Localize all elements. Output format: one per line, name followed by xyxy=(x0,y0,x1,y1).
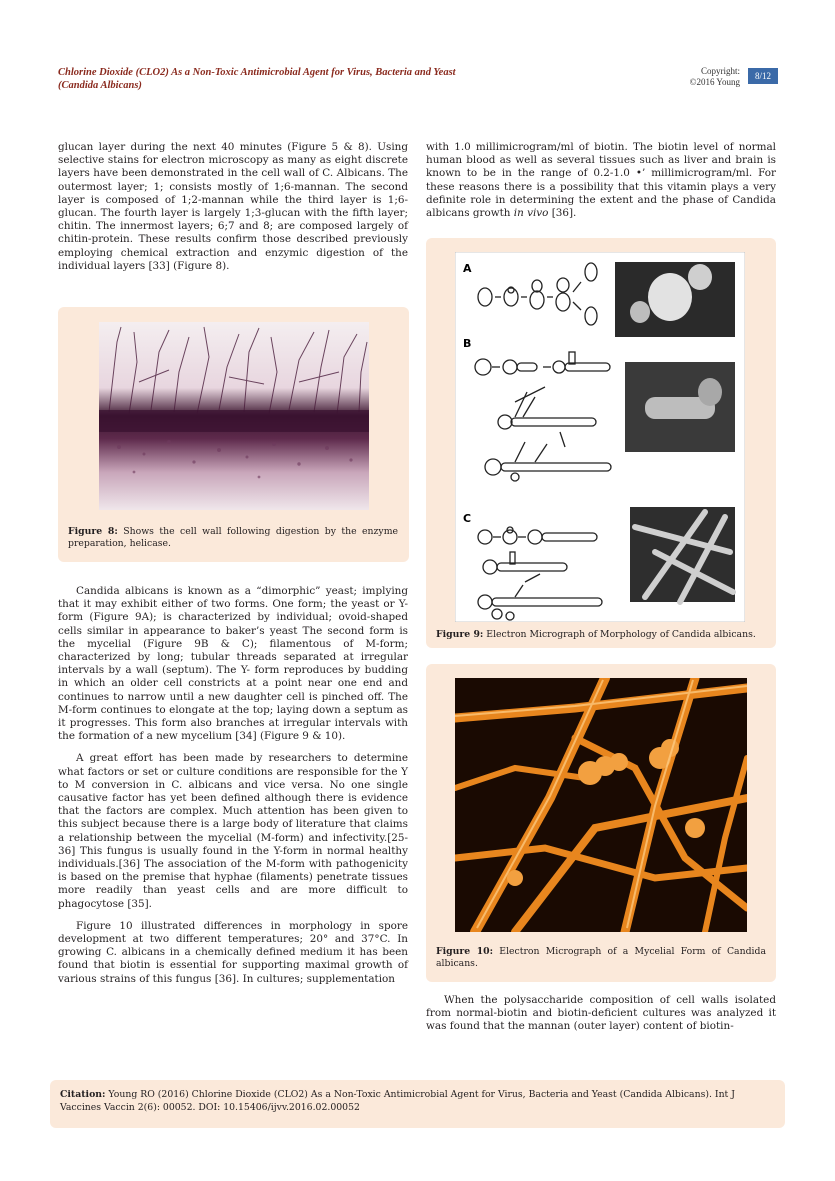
paragraph: Figure 10 illustrated differences in morphology in spore development at two different temperatures; 20° and 37°C. In growing C. albicans in a chemically defined medium it has been found that biotin is essential for supporting maximal growth of various strains of this fungus [36]. In cultures; supplementation xyxy=(58,919,408,985)
cell-wall-band xyxy=(99,410,369,432)
paragraph: A great effort has been made by researchers to determine what factors or set or culture conditions are responsible for the Y to M conversion in C. albicans and vice versa. No one single causative factor has yet been defined although there is evidence that the factors are complex. Much attention has been given to this subject because there is a large body of literature that claims a relationship between the mycelial (M-form) and infectivity.[25-36] This fungus is usually found in the Y-form in normal healthy individuals.[36] The association of the M-form with pathogenicity is based on the premise that hyphae (filaments) penetrate tissues more readily than yeast cells and are more difficult to phagocytose [35]. xyxy=(58,752,408,910)
figure-8-micrograph xyxy=(99,322,369,510)
figure-9-caption xyxy=(436,629,766,641)
italic-term: in vivo xyxy=(513,207,549,220)
panel-b-label: B xyxy=(463,337,472,350)
figure-9-diagram xyxy=(455,252,745,622)
page-header xyxy=(58,60,778,100)
figure-10-caption xyxy=(436,946,766,970)
hypha-image xyxy=(698,378,722,406)
left-column-bottom xyxy=(58,585,408,995)
citation-box xyxy=(50,1080,785,1128)
citation-label: Citation: xyxy=(60,1089,106,1100)
figure-9-box xyxy=(426,238,776,648)
citation-text: Young RO (2016) Chlorine Dioxide (CLO2) As a Non-Toxic Antimicrobial Agent for Virus, Bacteria and Yeast (Candida Albicans). Int J Vaccines Vaccin 2(6): 00052. DOI: 10.15406/ijvv.2016.02.00052 xyxy=(60,1089,735,1113)
figure-8-caption xyxy=(68,526,398,550)
page-number-badge: 8/12 xyxy=(748,68,778,84)
figure-9-caption-text: Electron Micrograph of Morphology of Candida albicans. xyxy=(483,629,756,640)
figure-10-label: Figure 10: xyxy=(436,946,494,957)
copyright-label: Copyright: xyxy=(700,66,740,76)
right-column-bottom xyxy=(426,994,776,1043)
panel-c-label: C xyxy=(463,512,472,525)
paragraph-text: with 1.0 millimicrogram/ml of biotin. The biotin level of normal human blood as well as several tissues such as liver and brain is known to be in the range of 0.2-1.0 •’ millimicrogram/ml. For these reasons there is a possibility that this vitamin plays a very definite role in determining the extent and the phase of Candida albicans growth xyxy=(426,141,776,220)
running-title xyxy=(58,66,538,92)
left-column-top xyxy=(58,141,408,282)
figure-8-box xyxy=(58,307,409,562)
running-title-line1: Chlorine Dioxide (CLO2) As a Non-Toxic Antimicrobial Agent for Virus, Bacteria and Yeast xyxy=(58,67,456,78)
paragraph-text-end: [36]. xyxy=(548,207,577,220)
copyright-year: ©2016 Young xyxy=(689,77,740,87)
figure-8-label: Figure 8: xyxy=(68,526,118,537)
running-title-line2: (Candida Albicans) xyxy=(58,80,142,91)
yeast-cell-image xyxy=(648,273,692,321)
paragraph: Candida albicans is known as a “dimorphic” yeast; implying that it may exhibit either of two forms. One form; the yeast or Y-form (Figure 9A); is characterized by individual; ovoid-shaped cells similar in appearance to baker’s yeast The second form is the mycelial (Figure 9B & C); filamentous of M-form; characterized by long; tubular threads separated at irregular intervals by a wall (septum). The Y- form reproduces by budding in which an older cell constricts at a point near one end and continues to narrow until a new daughter cell is pinched off. The M-form continues to elongate at the top; laying down a septum as it progresses. This form also branches at irregular intervals with the formation of a new mycelium [34] (Figure 9 & 10). xyxy=(58,585,408,743)
figure-10-micrograph xyxy=(455,678,747,932)
figure-8-caption-text: Shows the cell wall following digestion by the enzyme preparation, helicase. xyxy=(68,526,399,549)
figure-10-box xyxy=(426,664,776,982)
yeast-cell-image xyxy=(630,301,650,323)
paragraph: When the polysaccharide composition of cell walls isolated from normal-biotin and biotin-deficient cultures was analyzed it was found that the mannan (outer layer) content of biotin- xyxy=(426,994,776,1033)
panel-a-label: A xyxy=(463,262,472,275)
figure-10-caption-text: Electron Micrograph of a Mycelial Form of Candida albicans. xyxy=(436,946,767,969)
copyright-notice xyxy=(690,66,740,88)
figure-9-label: Figure 9: xyxy=(436,629,484,640)
yeast-cell-image xyxy=(688,264,712,290)
right-column-top xyxy=(426,141,776,229)
paragraph: glucan layer during the next 40 minutes (Figure 5 & 8). Using selective stains for electron microscopy as many as eight discrete layers have been demonstrated in the cell wall of C. Albicans. The outermost layer; 1; consists mostly of 1;6-mannan. The second layer is composed of 1;2-mannan while the third layer is 1;6-glucan. The fourth layer is largely 1;3-glucan with the fifth layer; chitin. The innermost layers; 6;7 and 8; are composed largely of chitin-protein. These results confirm those described previously employing chemical extraction and enzymic digestion of the individual layers [33] (Figure 8). xyxy=(58,141,408,272)
paragraph xyxy=(426,141,776,220)
